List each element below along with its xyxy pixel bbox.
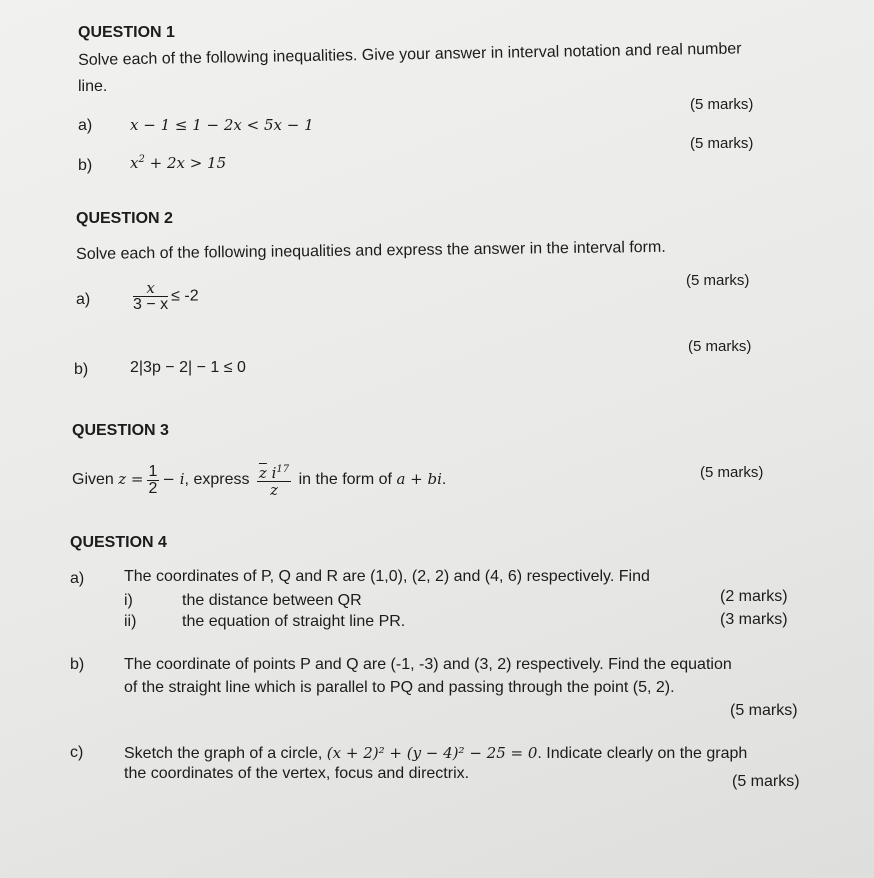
question-4c-line2: the coordinates of the vertex, focus and directrix. xyxy=(124,765,470,782)
question-1-title: QUESTION 1 xyxy=(78,24,175,41)
question-4a-label: a) xyxy=(70,570,85,587)
question-2b-expression: 2|3p − 2| − 1 ≤ 0 xyxy=(130,359,246,376)
question-3-statement: Given z = $\frac{1}{2}$ − i, express $\frac{\overline{z} i^{17}}{z}$ in the form of a + bi. xyxy=(72,462,447,499)
question-4a-text: The coordinates of P, Q and R are (1,0), (2, 2) and (4, 6) respectively. Find xyxy=(124,568,650,585)
question-4c-line1: Sketch the graph of a circle, (x + 2)² + (y − 4)² − 25 = 0. Indicate clearly on the graph xyxy=(124,744,748,762)
question-1b-label: b) xyxy=(78,157,93,174)
question-1-instruction-line2: line. xyxy=(78,78,108,95)
question-4-title: QUESTION 4 xyxy=(70,534,167,551)
question-4ai-text: the distance between QR xyxy=(182,592,362,609)
question-2b-label: b) xyxy=(74,361,89,378)
question-4aii-marks: (3 marks) xyxy=(720,611,788,628)
question-4c-label: c) xyxy=(70,744,84,761)
question-1b-marks: (5 marks) xyxy=(690,135,754,152)
question-4c-marks: (5 marks) xyxy=(732,773,800,790)
question-1-instruction-line1: Solve each of the following inequalities. Give your answer in interval notation and real number xyxy=(78,40,742,69)
question-2-instruction: Solve each of the following inequalities and express the answer in the interval form. xyxy=(76,238,666,263)
question-4b-line1: The coordinate of points P and Q are (-1, -3) and (3, 2) respectively. Find the equation xyxy=(124,656,732,673)
question-2a-label: a) xyxy=(76,291,91,308)
question-4aii-text: the equation of straight line PR. xyxy=(182,613,406,630)
question-3-title: QUESTION 3 xyxy=(72,422,169,439)
question-1a-label: a) xyxy=(78,117,93,134)
one-half-fraction: $\frac{1}{2}$ xyxy=(148,462,158,497)
question-4b-line2: of the straight line which is parallel to PQ and passing through the point (5, 2). xyxy=(124,679,675,696)
question-2-title: QUESTION 2 xyxy=(76,210,173,227)
question-2a-expression: $\frac{x}{3 - x}$ ≤ -2 xyxy=(133,279,199,313)
question-1a-expression: x − 1 ≤ 1 − 2x < 5x − 1 xyxy=(130,116,314,134)
question-1b-expression: $x^2 + 2x > 15$ xyxy=(130,154,227,172)
question-2b-marks: (5 marks) xyxy=(688,338,752,355)
question-2a-fraction: $\frac{x}{3 - x}$ xyxy=(133,279,169,313)
question-2a-marks: (5 marks) xyxy=(686,272,750,289)
question-1a-marks: (5 marks) xyxy=(690,96,754,113)
question-4ai-label: i) xyxy=(124,592,133,609)
question-4aii-label: ii) xyxy=(124,613,137,630)
question-4b-marks: (5 marks) xyxy=(730,702,798,719)
question-3-marks: (5 marks) xyxy=(700,464,764,481)
conjugate-fraction: $\frac{\overline{z} i^{17}}{z}$ xyxy=(258,464,290,499)
question-4ai-marks: (2 marks) xyxy=(720,588,788,605)
question-4b-label: b) xyxy=(70,656,85,673)
